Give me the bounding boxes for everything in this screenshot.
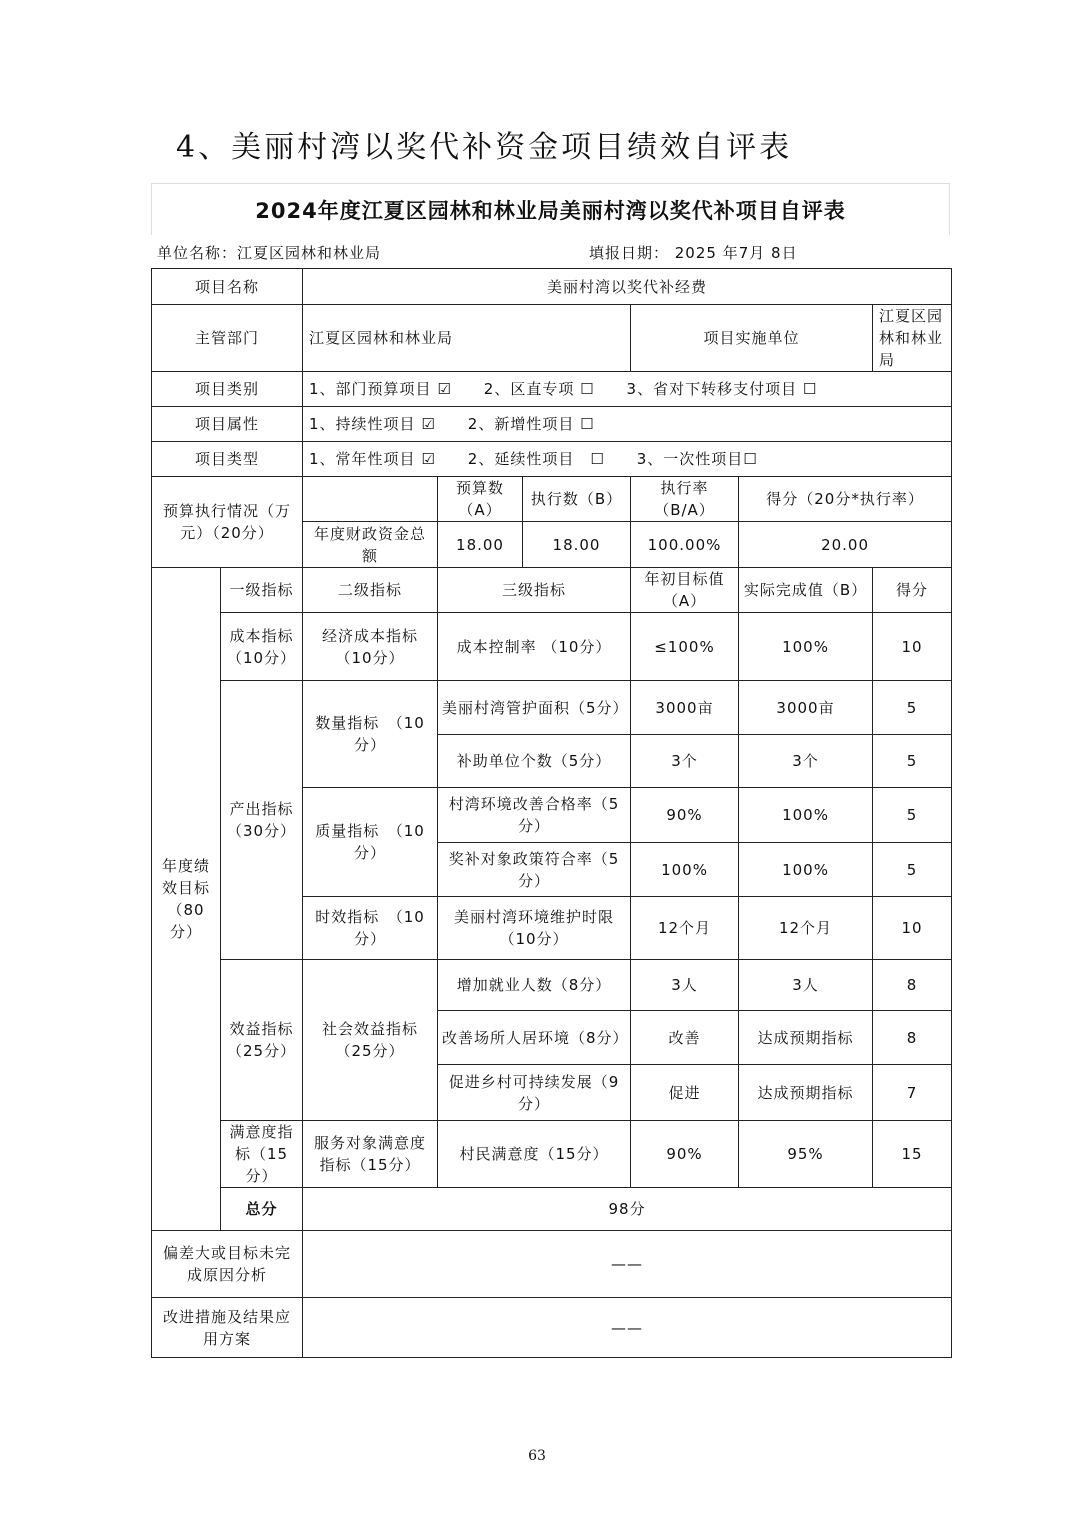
- qty1-l3: 美丽村湾管护面积（5分）: [438, 681, 631, 735]
- cost-score: 10: [873, 613, 952, 681]
- total-label: 总分: [221, 1188, 303, 1231]
- sat-l3: 村民满意度（15分）: [438, 1121, 631, 1188]
- qual1-l3: 村湾环境改善合格率（5分）: [438, 788, 631, 843]
- soc2-l3: 改善场所人居环境（8分）: [438, 1011, 631, 1065]
- soc2-score: 8: [873, 1011, 952, 1065]
- time-l2: 时效指标 （10分）: [303, 897, 438, 960]
- qty-l2: 数量指标 （10分）: [303, 681, 438, 788]
- budget-col-exec: 执行数（B）: [523, 477, 631, 522]
- qty2-actual: 3个: [739, 735, 873, 788]
- budget-label: 预算执行情况（万元）（20分）: [152, 477, 303, 568]
- table-row: [152, 613, 952, 681]
- soc3-target: 促进: [631, 1065, 739, 1121]
- budget-header-row: [152, 477, 952, 522]
- dept-label: 主管部门: [152, 305, 303, 372]
- h-level1: 一级指标: [221, 568, 303, 613]
- time-actual: 12个月: [739, 897, 873, 960]
- qual2-l3: 奖补对象政策符合率（5分）: [438, 843, 631, 897]
- attribute-row: [152, 407, 952, 442]
- perf-label: 年度绩效目标（80分）: [152, 568, 221, 1231]
- perf-header-row: [152, 568, 952, 613]
- benefit-l1: 效益指标（25分）: [221, 960, 303, 1121]
- soc1-actual: 3人: [739, 960, 873, 1011]
- category-row: [152, 372, 952, 407]
- soc1-score: 8: [873, 960, 952, 1011]
- soc3-score: 7: [873, 1065, 952, 1121]
- qual2-score: 5: [873, 843, 952, 897]
- exec-value: 18.00: [523, 522, 631, 568]
- time-target: 12个月: [631, 897, 739, 960]
- rate-value: 100.00%: [631, 522, 739, 568]
- sat-l2: 服务对象满意度指标（15分）: [303, 1121, 438, 1188]
- deviation-row: [152, 1231, 952, 1298]
- project-name-label: 项目名称: [152, 269, 303, 305]
- budget-col-score: 得分（20分*执行率）: [739, 477, 952, 522]
- attribute-label: 项目属性: [152, 407, 303, 442]
- cost-target: ≤100%: [631, 613, 739, 681]
- table-row: [152, 681, 952, 735]
- h-actual: 实际完成值（B）: [739, 568, 873, 613]
- improve-value: ——: [303, 1298, 952, 1358]
- type-label: 项目类型: [152, 442, 303, 477]
- sat-l1: 满意度指标（15分）: [221, 1121, 303, 1188]
- total-row: [152, 1188, 952, 1231]
- soc2-target: 改善: [631, 1011, 739, 1065]
- type-row: [152, 442, 952, 477]
- self-evaluation-table: [151, 268, 952, 1358]
- soc1-target: 3人: [631, 960, 739, 1011]
- impl-unit-value: 江夏区园林和林业局: [873, 305, 952, 372]
- dept-value: 江夏区园林和林业局: [303, 305, 631, 372]
- deviation-label: 偏差大或目标未完成原因分析: [152, 1231, 303, 1298]
- cost-actual: 100%: [739, 613, 873, 681]
- qual1-score: 5: [873, 788, 952, 843]
- soc3-actual: 达成预期指标: [739, 1065, 873, 1121]
- cost-l3: 成本控制率 （10分）: [438, 613, 631, 681]
- sat-actual: 95%: [739, 1121, 873, 1188]
- improve-row: [152, 1298, 952, 1358]
- qty1-score: 5: [873, 681, 952, 735]
- category-value: 1、部门预算项目 ☑ 2、区直专项 ☐ 3、省对下转移支付项目 ☐: [303, 372, 952, 407]
- cost-l2: 经济成本指标（10分）: [303, 613, 438, 681]
- budget-empty-cell: [303, 477, 438, 522]
- time-score: 10: [873, 897, 952, 960]
- sat-target: 90%: [631, 1121, 739, 1188]
- h-level3: 三级指标: [438, 568, 631, 613]
- attribute-value: 1、持续性项目 ☑ 2、新增性项目 ☐: [303, 407, 952, 442]
- page-number: 63: [528, 1448, 546, 1464]
- sat-score: 15: [873, 1121, 952, 1188]
- table-row: [152, 960, 952, 1011]
- budget-row-label: 年度财政资金总额: [303, 522, 438, 568]
- qual1-target: 90%: [631, 788, 739, 843]
- h-target: 年初目标值（A）: [631, 568, 739, 613]
- table-title: 2024年度江夏区园林和林业局美丽村湾以奖代补项目自评表: [151, 183, 950, 235]
- qual1-actual: 100%: [739, 788, 873, 843]
- qty2-score: 5: [873, 735, 952, 788]
- category-label: 项目类别: [152, 372, 303, 407]
- type-value: 1、常年性项目 ☑ 2、延续性项目 ☐ 3、一次性项目☐: [303, 442, 952, 477]
- qual2-actual: 100%: [739, 843, 873, 897]
- deviation-value: ——: [303, 1231, 952, 1298]
- qty2-target: 3个: [631, 735, 739, 788]
- cost-l1: 成本指标（10分）: [221, 613, 303, 681]
- impl-unit-label: 项目实施单位: [631, 305, 873, 372]
- h-level2: 二级指标: [303, 568, 438, 613]
- unit-name: 单位名称：江夏区园林和林业局: [157, 244, 382, 262]
- qual2-target: 100%: [631, 843, 739, 897]
- soc1-l3: 增加就业人数（8分）: [438, 960, 631, 1011]
- time-l3: 美丽村湾环境维护时限（10分）: [438, 897, 631, 960]
- budget-col-budget: 预算数（A）: [438, 477, 523, 522]
- budget-score-value: 20.00: [739, 522, 952, 568]
- section-heading: 4、美丽村湾以奖代补资金项目绩效自评表: [176, 130, 793, 165]
- output-l1: 产出指标（30分）: [221, 681, 303, 960]
- qty1-target: 3000亩: [631, 681, 739, 735]
- table-row: [152, 1121, 952, 1188]
- dept-row: [152, 305, 952, 372]
- improve-label: 改进措施及结果应用方案: [152, 1298, 303, 1358]
- qty2-l3: 补助单位个数（5分）: [438, 735, 631, 788]
- total-value: 98分: [303, 1188, 952, 1231]
- budget-value: 18.00: [438, 522, 523, 568]
- qty1-actual: 3000亩: [739, 681, 873, 735]
- fill-date: 填报日期： 2025 年7月 8日: [589, 244, 798, 262]
- soc3-l3: 促进乡村可持续发展（9分）: [438, 1065, 631, 1121]
- budget-col-rate: 执行率（B/A）: [631, 477, 739, 522]
- soc2-actual: 达成预期指标: [739, 1011, 873, 1065]
- project-name-value: 美丽村湾以奖代补经费: [303, 269, 952, 305]
- h-score: 得分: [873, 568, 952, 613]
- social-l2: 社会效益指标（25分）: [303, 960, 438, 1121]
- project-name-row: [152, 269, 952, 305]
- qual-l2: 质量指标 （10分）: [303, 788, 438, 897]
